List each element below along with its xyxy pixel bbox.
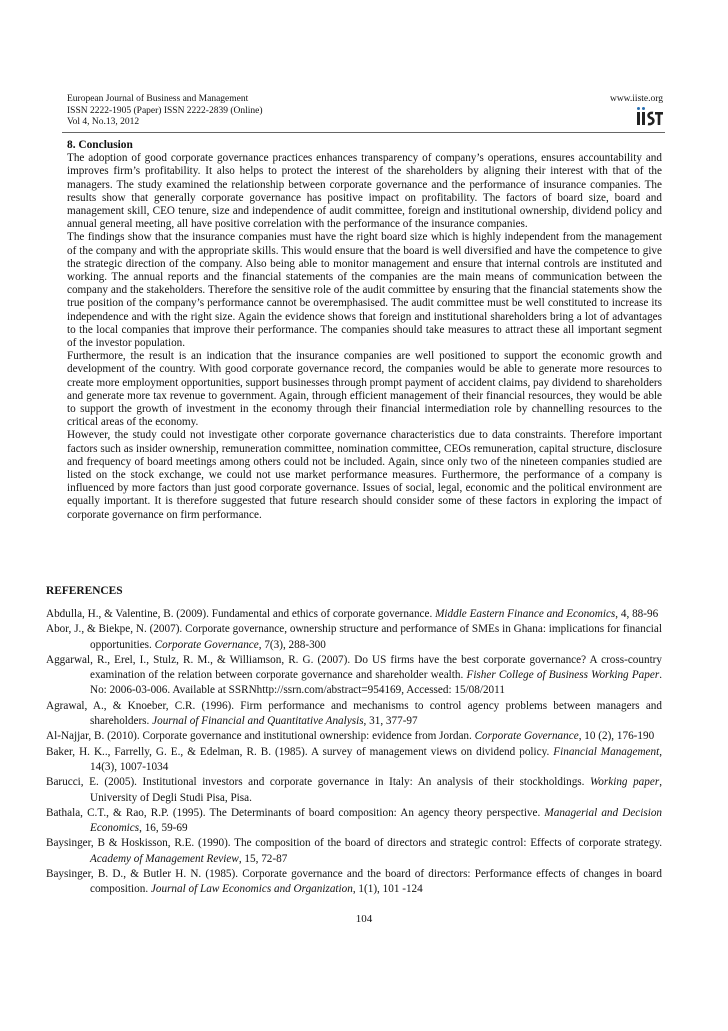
references-heading: REFERENCES	[46, 585, 123, 597]
header-rule	[62, 132, 665, 133]
journal-url[interactable]: www.iiste.org	[609, 94, 663, 104]
conclusion-paragraph: Furthermore, the result is an indication that the insurance companies are well positioned to support the economic growth and development of the country. With good corporate governance record, the companies would be able to generate more resources to create more employment opportunities, support businesses through prompt payment of accident claims, pay dividend to shareholders and generate more tax revenue to government. Again, through efficient management of their financial resources, they would be able to support the growth of investment in the economy through their financial intermediation role by channelling resources to the critical areas of the economy.	[67, 350, 662, 429]
reference-item: Baysinger, B & Hoskisson, R.E. (1990). The composition of the board of directors and strategic control: Effects of corporate strategy. Academy of Management Review, 15, 72-87	[46, 837, 662, 865]
journal-volume: Vol 4, No.13, 2012	[67, 117, 140, 127]
reference-item: Al-Najjar, B. (2010). Corporate governance and institutional ownership: evidence from Jordan. Corporate Governance, 10 (2), 176-190	[46, 730, 655, 743]
reference-item: Abor, J., & Biekpe, N. (2007). Corporate governance, ownership structure and performance of SMEs in Ghana: implications for financial opportunities. Corporate Governance, 7(3), 288-300	[46, 623, 662, 651]
journal-header	[67, 94, 663, 129]
reference-item: Bathala, C.T., & Rao, R.P. (1995). The Determinants of board composition: An agency theory perspective. Managerial and Decision Economics, 16, 59-69	[46, 806, 663, 835]
iiste-logo	[637, 106, 663, 126]
reference-item: Abdulla, H., & Valentine, B. (2009). Fundamental and ethics of corporate governance. Middle Eastern Finance and Economics, 4, 88-96	[46, 608, 659, 620]
reference-item: Aggarwal, R., Erel, I., Stulz, R. M., & Williamson, R. G. (2007). Do US firms have the best corporate governance? A cross-country examination of the relation between corporate governance and shareholder wealth. Fisher College of Business Working Paper. No: 2006-03-006. Available at SSRNhttp://ssrn.com/abstract=954169, Accessed: 15/08/2011	[46, 653, 662, 697]
reference-item: Agrawal, A., & Knoeber, C.R. (1996). Firm performance and mechanisms to control agency problems between managers and shareholders. Journal of Financial and Quantitative Analysis, 31, 377-97	[46, 699, 662, 728]
conclusion-paragraph: However, the study could not investigate other corporate governance characteristics due to data constraints. Therefore important factors such as insider ownership, remuneration committee, nomination committee, CEOs remuneration, capital structure, disclosure and frequency of board meetings among others could not be included. Again, since only two of the nineteen companies studied are listed on the stock exchange, we could not use market performance measures. Furthermore, the performance of a company is influenced by more factors than just good corporate governance. Issues of social, legal, economic and the political environment are equally important. It is therefore suggested that future research should consider some of these factors in exploring the impact of corporate governance on firm performance.	[67, 429, 662, 521]
reference-item: Baysinger, B. D., & Butler H. N. (1985). Corporate governance and the board of directors: Performance effects of changes in board composition. Journal of Law Economics and Organization, 1(1), 101 -124	[46, 868, 662, 896]
references-list	[46, 607, 662, 898]
page-number: 104	[355, 913, 373, 925]
conclusion-section	[67, 139, 662, 522]
reference-item: Barucci, E. (2005). Institutional investors and corporate governance in Italy: An analysis of their stockholdings. Working paper, University of Degli Studi Pisa, Pisa.	[46, 776, 662, 804]
conclusion-heading: 8. Conclusion	[67, 139, 133, 151]
journal-issn: ISSN 2222-1905 (Paper) ISSN 2222-2839 (Online)	[67, 105, 263, 116]
conclusion-paragraph: The findings show that the insurance companies must have the right board size which is highly independent from the management of the company and with the appropriate skills. This would ensure that the board is well diversified and have the competence to give the strategic direction of the company. Also being able to monitor management and ensure that internal controls are instituted and working. The annual reports and the financial statements of the companies are the main means of communication between the company and the stakeholders. Therefore the sensitive role of the audit committee by ensuring that the financial statements show the true position of the company’s performance cannot be overemphasised. The audit committee must be well constituted to increase its independence and with the right size. Again the evidence shows that foreign and institutional shareholders bring a lot of advantages to the local companies that improve their performance. The companies should take measures to attract these all important segment of the investor population.	[67, 231, 662, 350]
journal-name: European Journal of Business and Management	[67, 94, 249, 104]
conclusion-paragraph: The adoption of good corporate governance practices enhances transparency of company’s operations, ensures accountability and improves firm’s profitability. It also helps to protect the interest of the shareholders by aligning their interest with that of the managers. The study examined the relationship between corporate governance and the performance of insurance companies. The results show that generally corporate governance has positive impact on profitability. The factors of board size, board and management skill, CEO tenure, size and independence of audit committee, foreign and institutional ownership, dividend policy and annual general meeting, all have positive correlation with the performance of the insurance companies.	[67, 152, 662, 231]
reference-item: Baker, H. K.., Farrelly, G. E., & Edelman, R. B. (1985). A survey of management views on dividend policy. Financial Management, 14(3), 1007-1034	[46, 745, 663, 773]
